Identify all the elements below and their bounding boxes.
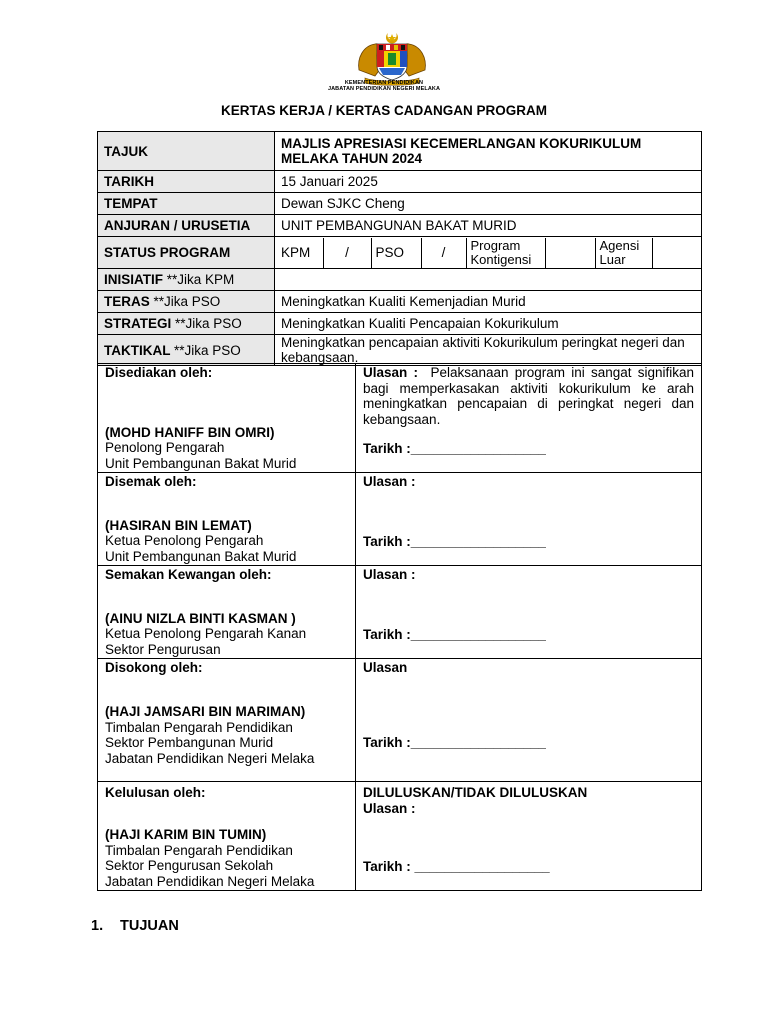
- strategi-label: STRATEGI **Jika PSO: [98, 313, 275, 335]
- approval-finance-cell: [98, 566, 356, 659]
- status-pso-mark: /: [421, 238, 466, 268]
- approver-name: (HAJI JAMSARI BIN MARIMAN): [105, 704, 306, 719]
- approval-heading: Kelulusan oleh:: [105, 785, 206, 800]
- approver-unit: Unit Pembangunan Bakat Murid: [105, 455, 297, 471]
- tarikh-line: Tarikh :__________________: [363, 627, 546, 642]
- approval-ulasan-cell: [356, 473, 702, 566]
- tempat-label: TEMPAT: [98, 193, 275, 215]
- section-title: TUJUAN: [120, 918, 179, 934]
- section-heading: [91, 918, 179, 934]
- approver-name: (HAJI KARIM BIN TUMIN): [105, 827, 267, 842]
- tajuk-value: MAJLIS APRESIASI KECEMERLANGAN KOKURIKULUM MELAKA TAHUN 2024: [275, 132, 702, 171]
- approver-department: Jabatan Pendidikan Negeri Melaka: [105, 750, 315, 766]
- approval-ulasan-cell: [356, 659, 702, 782]
- inisiatif-value: [275, 269, 702, 291]
- ulasan-label: Ulasan :: [363, 365, 418, 380]
- approver-name: (MOHD HANIFF BIN OMRI): [105, 424, 275, 440]
- approval-supported-cell: [98, 659, 356, 782]
- decision-label: DILULUSKAN/TIDAK DILULUSKAN: [363, 785, 588, 800]
- approver-position: Ketua Penolong Pengarah Kanan: [105, 626, 307, 641]
- approver-name: (AINU NIZLA BINTI KASMAN ): [105, 610, 296, 626]
- approver-unit: Unit Pembangunan Bakat Murid: [105, 548, 297, 564]
- status-agensi-mark: [652, 238, 702, 268]
- approver-name: (HASIRAN BIN LEMAT): [105, 517, 252, 533]
- approver-sector: Sektor Pengurusan Sekolah: [105, 858, 274, 873]
- jata-negara-crest-icon: [355, 30, 429, 86]
- approver-unit: Sektor Pengurusan: [105, 641, 221, 657]
- status-kontigensi-label: Program Kontigensi: [466, 238, 545, 268]
- approver-position: Ketua Penolong Pengarah: [105, 533, 264, 548]
- tarikh-line: Tarikh :__________________: [363, 735, 546, 750]
- tarikh-line: Tarikh : __________________: [363, 859, 550, 874]
- ulasan-label: Ulasan :: [363, 567, 416, 582]
- approval-reviewed-cell: [98, 473, 356, 566]
- approval-prepared-cell: [98, 364, 356, 473]
- program-info-table: [97, 131, 702, 366]
- strategi-value: Meningkatkan Kualiti Pencapaian Kokurikulum: [275, 313, 702, 335]
- approver-sector: Sektor Pembangunan Murid: [105, 735, 274, 750]
- teras-value: Meningkatkan Kualiti Kemenjadian Murid: [275, 291, 702, 313]
- ulasan-text: Pelaksanaan program ini sangat signifikan bagi memperkasakan aktiviti kokurikulum ke arah meningkatkan pencapaian di peringkat negeri dan kebangsaan.: [363, 365, 694, 427]
- taktikal-value: Meningkatkan pencapaian aktiviti Kokurikulum peringkat negeri dan kebangsaan.: [275, 335, 702, 366]
- status-cell: [275, 237, 702, 269]
- anjuran-value: UNIT PEMBANGUNAN BAKAT MURID: [275, 215, 702, 237]
- status-kpm-label: KPM: [281, 244, 311, 260]
- approval-ulasan-cell: [356, 364, 702, 473]
- approver-position: Penolong Pengarah: [105, 440, 225, 455]
- ministry-line2: JABATAN PENDIDIKAN NEGERI MELAKA: [327, 86, 441, 92]
- approval-table: [97, 363, 702, 891]
- status-label: STATUS PROGRAM: [98, 237, 275, 269]
- teras-label: TERAS **Jika PSO: [98, 291, 275, 313]
- approval-final-cell: [98, 782, 356, 891]
- approval-ulasan-cell: [356, 566, 702, 659]
- tarikh-line: Tarikh :__________________: [363, 534, 546, 549]
- approval-heading: Disokong oleh:: [105, 660, 203, 675]
- taktikal-label: TAKTIKAL **Jika PSO: [98, 335, 275, 366]
- approver-position: Timbalan Pengarah Pendidikan: [105, 719, 293, 735]
- status-pso-label: PSO: [371, 238, 421, 268]
- status-options: [275, 238, 702, 268]
- tarikh-label: TARIKH: [98, 171, 275, 193]
- anjuran-label: ANJURAN / URUSETIA: [98, 215, 275, 237]
- inisiatif-label: INISIATIF **Jika KPM: [98, 269, 275, 291]
- document-title: KERTAS KERJA / KERTAS CADANGAN PROGRAM: [220, 103, 547, 118]
- approval-decision-cell: [356, 782, 702, 891]
- status-kontigensi-mark: [545, 238, 595, 268]
- ulasan-label: Ulasan :: [363, 800, 416, 816]
- tajuk-label: TAJUK: [98, 132, 275, 171]
- section-number: 1.: [91, 918, 104, 934]
- tempat-value: Dewan SJKC Cheng: [275, 193, 702, 215]
- approver-position: Timbalan Pengarah Pendidikan: [105, 842, 293, 858]
- approval-heading: Disemak oleh:: [105, 474, 197, 489]
- approval-heading: Disediakan oleh:: [105, 365, 213, 380]
- status-kpm-mark: /: [323, 238, 371, 268]
- approver-department: Jabatan Pendidikan Negeri Melaka: [105, 873, 315, 889]
- ministry-line1: KEMENTERIAN PENDIDIKAN: [344, 80, 424, 86]
- approval-heading: Semakan Kewangan oleh:: [105, 567, 272, 582]
- status-agensi-label: Agensi Luar: [595, 238, 652, 268]
- ulasan-label: Ulasan: [363, 660, 408, 675]
- tarikh-line: Tarikh :__________________: [363, 441, 546, 456]
- tarikh-value: 15 Januari 2025: [275, 171, 702, 193]
- ulasan-label: Ulasan :: [363, 474, 416, 489]
